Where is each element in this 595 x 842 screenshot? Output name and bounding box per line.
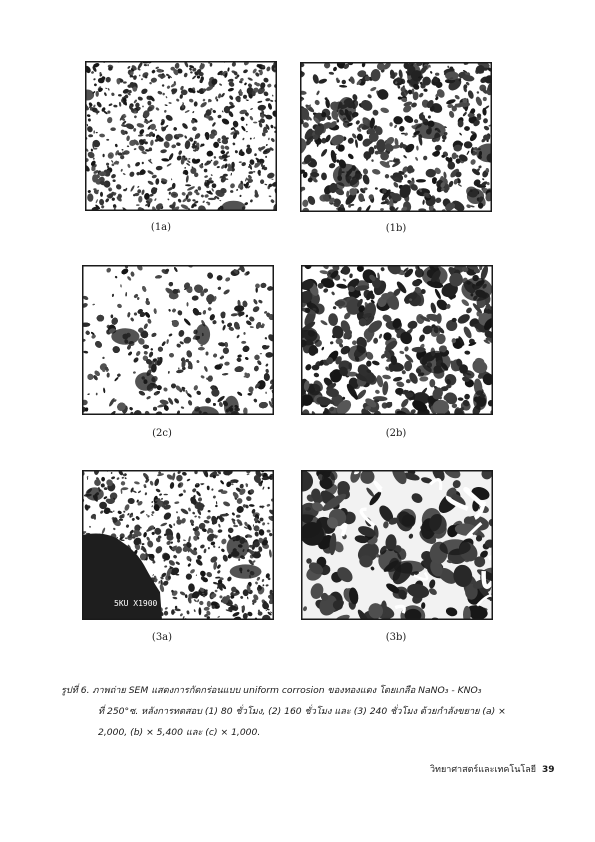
sem-photo-1a — [85, 61, 277, 211]
page-footer — [430, 762, 555, 776]
sem-texture-1a — [85, 61, 277, 211]
journal-name: วิทยาศาสตร์และเทคโนโลยี — [430, 765, 537, 775]
figure-label-2c: (2c) — [152, 428, 172, 439]
sem-texture-2c — [82, 265, 274, 415]
figure-label-3a: (3a) — [151, 632, 173, 643]
sem-texture-1b — [300, 62, 492, 212]
sem-scale-text: 5KU X1900 — [114, 599, 158, 608]
sem-photo-2c — [82, 265, 274, 415]
sem-photo-1b — [300, 62, 492, 212]
page-number: 39 — [542, 765, 555, 775]
figure-label-3b: (3b) — [385, 632, 407, 643]
caption-line-1: รูปที่ 6. ภาพถ่าย SEM แสดงการกัดกร่อนแบบ uniform corrosion ของทองแดง โดยเกลือ NaNO₃ - KNO₃ — [61, 685, 482, 696]
sem-photo-2b — [301, 265, 493, 415]
caption-line-3: 2,000, (b) × 5,400 และ (c) × 1,000. — [98, 727, 261, 738]
sem-texture-3b — [301, 470, 493, 620]
figure-label-1b: (1b) — [385, 223, 407, 234]
sem-photo-3b — [301, 470, 493, 620]
sem-texture-2b — [301, 265, 493, 415]
figure-label-1a: (1a) — [150, 222, 172, 233]
figure-label-2b: (2b) — [385, 428, 407, 439]
caption-line-2: ที่ 250°ซ. หลังการทดสอบ (1) 80 ชั่วโมง, (2) 160 ชั่วโมง และ (3) 240 ชั่วโมง ด้วยกำลังขยาย (a) × — [98, 706, 506, 717]
sem-texture-3a — [82, 470, 274, 620]
sem-photo-3a — [82, 470, 274, 620]
